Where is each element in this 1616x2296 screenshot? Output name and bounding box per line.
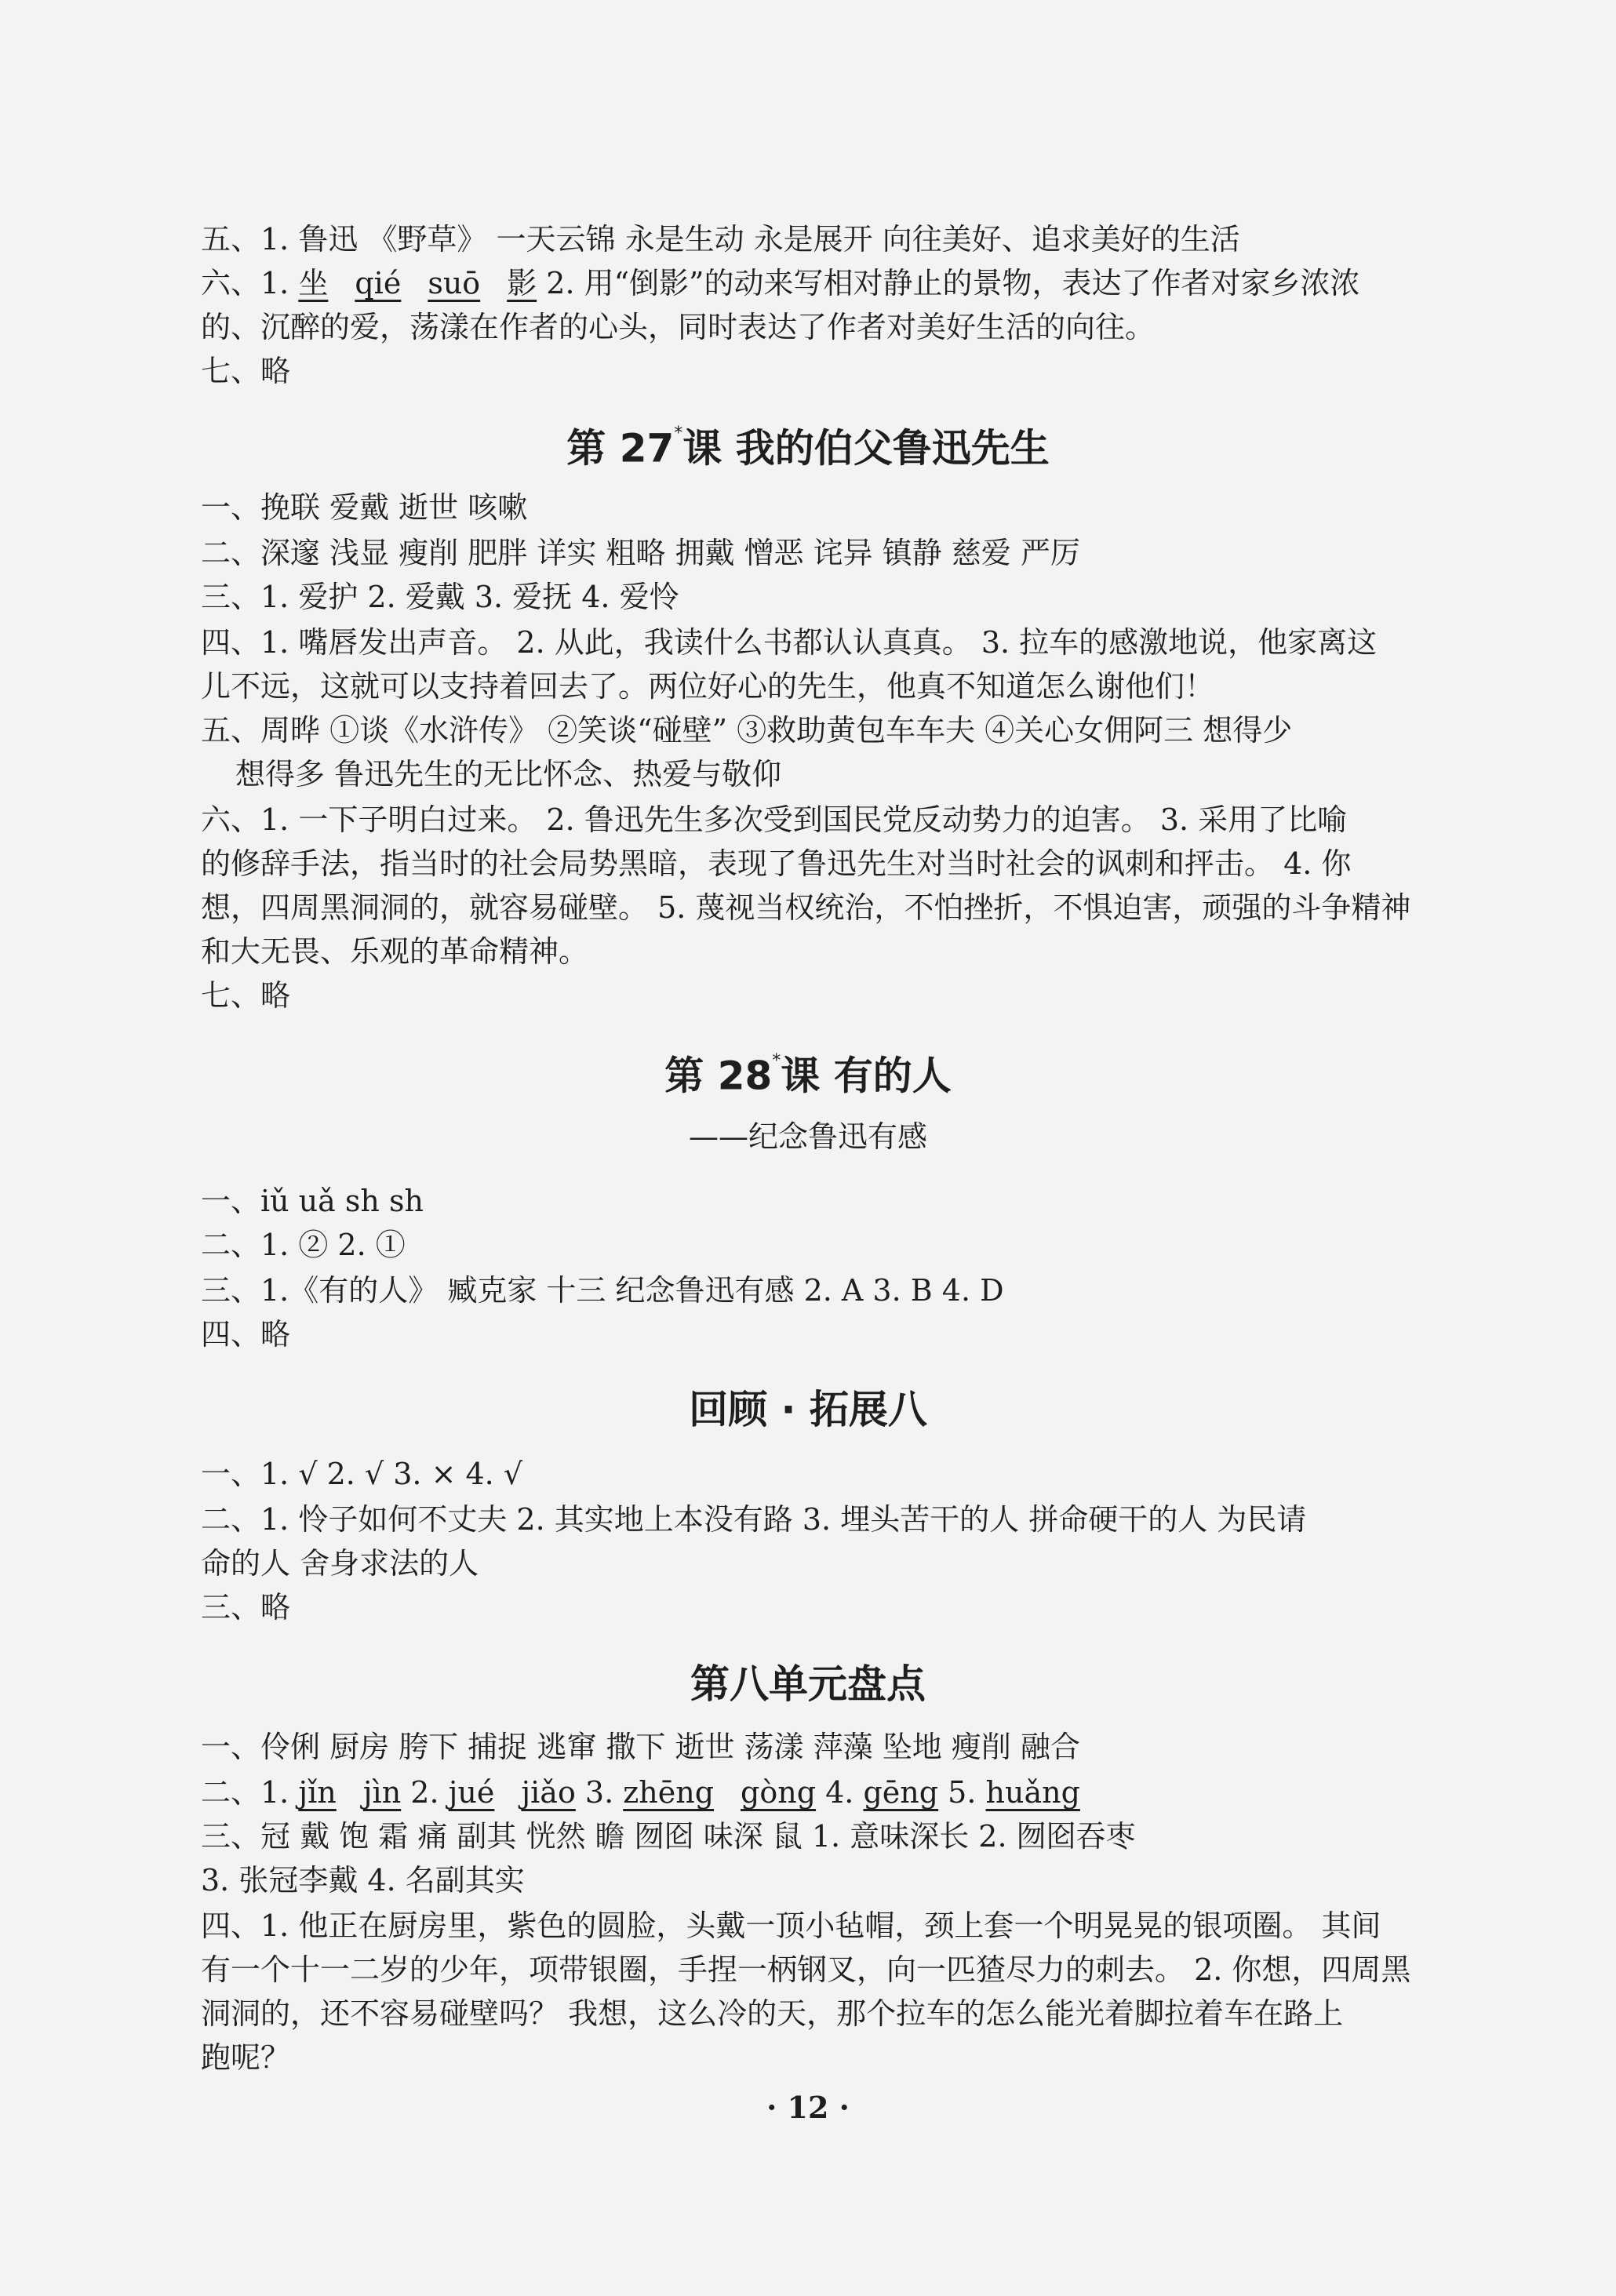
review-8-title: 回顾 · 拓展八	[689, 1387, 927, 1432]
review-line-3: 命的人 舍身求法的人	[201, 1546, 479, 1581]
l27-line-10: 想，四周黑洞洞的，就容易碰壁。 5. 蔑视当权统治，不怕挫折，不惧迫害，顽强的斗争精神	[201, 890, 1411, 925]
unit-line-5: 四、1. 他正在厨房里，紫色的圆脸，头戴一顶小毡帽，颈上套一个明晃晃的银项圈。 其间	[201, 1908, 1381, 1943]
pinyin-answer: jìn	[362, 1775, 402, 1810]
pinyin-answer: jiǎo	[521, 1775, 576, 1810]
star-mark: *	[772, 1051, 781, 1071]
l27-line-2: 二、深邃 浅显 瘦削 肥胖 详实 粗略 拥戴 憎恶 诧异 镇静 慈爱 严厉	[201, 536, 1080, 570]
unit-8-title: 第八单元盘点	[690, 1661, 926, 1707]
unit-line-1: 一、伶俐 厨房 胯下 捕捉 逃窜 撒下 逝世 荡漾 萍藻 坠地 瘦削 融合	[201, 1730, 1080, 1764]
top-line-2-rest: 2. 用“倒影”的动来写相对静止的景物，表达了作者对家乡浓浓	[537, 266, 1360, 300]
l27-line-4: 四、1. 嘴唇发出声音。 2. 从此，我读什么书都认认真真。 3. 拉车的感激地说，他家离这	[201, 625, 1378, 660]
lesson-28-title: 第 28*课 有的人	[664, 1051, 952, 1099]
l27-line-8: 六、1. 一下子明白过来。 2. 鲁迅先生多次受到国民党反动势力的迫害。 3. 采用了比喻	[201, 802, 1348, 837]
pinyin-answer: gòng	[741, 1775, 817, 1810]
top-line-2	[201, 262, 1480, 304]
answer-blank: 坐	[298, 266, 329, 300]
l27-line-5: 儿不远，这就可以支持着回去了。两位好心的先生，他真不知道怎么谢他们！	[201, 669, 1215, 704]
review-line-4: 三、略	[201, 1590, 291, 1625]
answer-blank: qié	[355, 266, 402, 300]
l27-line-3: 三、1. 爱护 2. 爱戴 3. 爱抚 4. 爱怜	[201, 580, 679, 614]
l27-line-1: 一、挽联 爱戴 逝世 咳嗽	[201, 490, 528, 525]
l27-line-7: 想得多 鲁迅先生的无比怀念、热爱与敬仰	[235, 757, 782, 791]
l27-line-12: 七、略	[201, 978, 291, 1013]
pinyin-answer: gēng	[863, 1775, 939, 1810]
pinyin-answer: jué	[448, 1775, 495, 1810]
top-line-3: 的、沉醉的爱，荡漾在作者的心头，同时表达了作者对美好生活的向往。	[201, 310, 1156, 344]
review-line-1: 一、1. √ 2. √ 3. × 4. √	[201, 1457, 523, 1491]
l28-line-2: 二、1. ② 2. ①	[201, 1228, 406, 1262]
l27-line-6: 五、周晔 ①谈《水浒传》 ②笑谈“碰壁” ③救助黄包车车夫 ④关心女佣阿三 想得少	[201, 713, 1293, 748]
answer-blank: 影	[507, 266, 537, 300]
star-mark: *	[674, 424, 683, 443]
answer-blank: suō	[428, 266, 481, 300]
unit-line-8: 跑呢？	[201, 2040, 291, 2075]
lesson-27-title: 第 27*课 我的伯父鲁迅先生	[566, 424, 1050, 471]
unit-line-2: 二、1. jǐn jìn 2. jué jiǎo 3. zhēng gòng 4. gēng 5. huǎng	[201, 1775, 1080, 1810]
l27-line-9: 的修辞手法，指当时的社会局势黑暗，表现了鲁迅先生对当时社会的讽刺和抨击。 4. 你	[201, 846, 1352, 881]
page-number: · 12 ·	[766, 2090, 850, 2125]
l28-line-3: 三、1.《有的人》 臧克家 十三 纪念鲁迅有感 2. A 3. B 4. D	[201, 1273, 1004, 1308]
review-line-2: 二、1. 怜子如何不丈夫 2. 其实地上本没有路 3. 埋头苦干的人 拼命硬干的人 为民请	[201, 1502, 1307, 1537]
unit-line-4: 3. 张冠李戴 4. 名副其实	[201, 1863, 525, 1898]
unit-line-3: 三、冠 戴 饱 霜 痛 副其 恍然 瞻 囫囵 味深 鼠 1. 意味深长 2. 囫囵吞枣	[201, 1819, 1136, 1854]
top-line-2-lead: 六、1.	[201, 266, 299, 300]
pinyin-answer: zhēng	[623, 1775, 715, 1810]
lesson-28-subtitle: ——纪念鲁迅有感	[688, 1119, 927, 1154]
top-line-1: 五、1. 鲁迅 《野草》 一天云锦 永是生动 永是展开 向往美好、追求美好的生活	[201, 222, 1240, 257]
l28-line-1: 一、iǔ uǎ sh sh	[201, 1184, 424, 1218]
l28-line-4: 四、略	[201, 1317, 291, 1352]
pinyin-answer: huǎng	[985, 1775, 1080, 1810]
pinyin-answer: jǐn	[298, 1775, 337, 1810]
l27-line-11: 和大无畏、乐观的革命精神。	[201, 934, 589, 969]
unit-line-7: 洞洞的，还不容易碰壁吗？ 我想，这么冷的天，那个拉车的怎么能光着脚拉着车在路上	[201, 1996, 1344, 2031]
unit-line-6: 有一个十一二岁的少年，项带银圈，手捏一柄钢叉，向一匹猹尽力的刺去。 2. 你想，四周黑	[201, 1952, 1411, 1987]
top-line-4: 七、略	[201, 354, 291, 388]
